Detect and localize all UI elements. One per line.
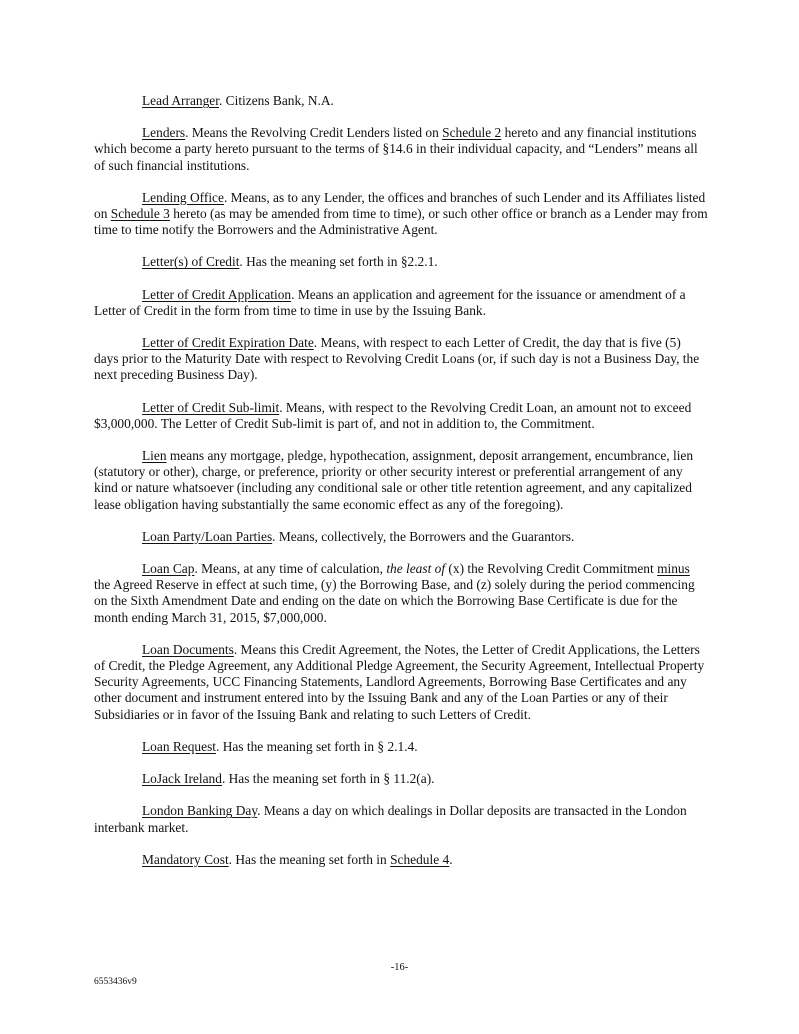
definition-text: . Has the meaning set forth in § 2.1.4. [216,738,418,754]
defined-term: Loan Party/Loan Parties [142,528,273,544]
definition-loan-documents [94,642,708,723]
definition-lien [94,448,708,513]
definition-text: means any mortgage, pledge, hypothecation, assignment, deposit arrangement, encumbrance, lien (statutory or other), charge, or preference, priority or other security interest or preferential arrangement of any kind or nature whatsoever (including any conditional sale or other title retention agreement, and any capitalized lease obligation having substantially the same economic effect as any of the foregoing). [94,448,694,512]
definition-text: . [449,851,453,867]
definition-text: the Agreed Reserve in effect at such time, (y) the Borrowing Base, and (z) solely during the period commencing on the Sixth Amendment Date and ending on the date on which the Borrowing Base Certificate is due for the month ending March 31, 2015, $7,000,000. [94,577,695,625]
underlined-reference: Schedule 4 [390,851,450,867]
defined-term: Letter of Credit Expiration Date [142,335,314,351]
definition-letter-of-credit-expiration-date [94,335,708,384]
definition-text: . Means this Credit Agreement, the Notes, the Letter of Credit Applications, the Letters of Credit, the Pledge Agreement, any Additional Pledge Agreement, the Security Agreement, Intellectual Property Security Agreements, UCC Financing Statements, Landlord Agreements, Borrowing Base Certificates and any other document and instrument entered into by the Issuing Bank and any of the Loan Parties or any of their Subsidiaries or in favor of the Issuing Bank and relating to such Letters of Credit. [94,641,705,722]
defined-term: Loan Request [142,738,217,754]
italic-phrase: the least of [386,561,446,577]
defined-term: Loan Documents [142,641,234,657]
definitions-section [94,93,708,884]
definition-loan-parties [94,529,708,545]
defined-term: Mandatory Cost [142,851,229,867]
defined-term: London Banking Day [142,803,258,819]
defined-term: LoJack Ireland [142,771,222,787]
defined-term: Lien [142,448,167,464]
definition-text: hereto and any financial institutions which become a party hereto pursuant to the terms of §14.6 in their individual capacity, and “Lenders” means all of such financial institutions. [94,125,698,173]
definition-mandatory-cost [94,852,708,868]
underlined-reference: minus [657,561,690,577]
page-number: -16- [390,962,409,973]
definition-letters-of-credit [94,254,708,270]
document-id: 6553436v9 [94,977,137,987]
defined-term: Letter of Credit Sub-limit [142,399,280,415]
definition-loan-request [94,739,708,755]
definition-text: . Has the meaning set forth in [228,851,391,867]
definition-text: . Means, collectively, the Borrowers and the Guarantors. [272,528,575,544]
definition-text: . Means, as to any Lender, the offices and branches of such Lender and its Affiliates listed on [94,189,706,222]
defined-term: Letter of Credit Application [142,286,292,302]
definition-text: . Means, at any time of calculation, [194,561,387,577]
definition-text: . Means an application and agreement for the issuance or amendment of a Letter of Credit in the form from time to time in use by the Issuing Bank. [94,286,686,318]
definition-text: (x) the Revolving Credit Commitment [445,561,658,577]
definition-text: . Means, with respect to the Revolving Credit Loan, an amount not to exceed $3,000,000. The Letter of Credit Sub-limit is part of, and not in addition to, the Commitment. [94,399,692,431]
defined-term: Lead Arranger [142,93,219,108]
definition-loan-cap [94,561,708,626]
definition-lending-office [94,190,708,239]
underlined-reference: Schedule 2 [442,125,502,141]
definition-text: . Means a day on which dealings in Dollar deposits are transacted in the London interbank market. [94,803,687,835]
definition-text: . Citizens Bank, N.A. [218,93,334,108]
defined-term: Loan Cap [142,561,195,577]
underlined-reference: Schedule 3 [110,206,170,222]
definition-text: . Means, with respect to each Letter of Credit, the day that is five (5) days prior to the Maturity Date with respect to Revolving Credit Loans (or, if such day is not a Business Day, the next preceding Business Day). [94,335,700,383]
definition-letter-of-credit-sub-limit [94,400,708,432]
definition-text: . Has the meaning set forth in §2.2.1. [239,254,438,270]
defined-term: Lenders [142,125,186,141]
definition-lead-arranger [94,93,708,109]
definition-london-banking-day [94,803,708,835]
defined-term: Letter(s) of Credit [142,254,240,270]
definition-text: . Has the meaning set forth in § 11.2(a). [221,771,435,787]
definition-text: . Means the Revolving Credit Lenders listed on [185,125,443,141]
definition-letter-of-credit-application [94,287,708,319]
definition-text: hereto (as may be amended from time to time), or such other office or branch as a Lender may from time to time notify the Borrowers and the Administrative Agent. [94,206,708,238]
defined-term: Lending Office [142,189,224,205]
definition-lojack-ireland [94,771,708,787]
definition-lenders [94,125,708,174]
